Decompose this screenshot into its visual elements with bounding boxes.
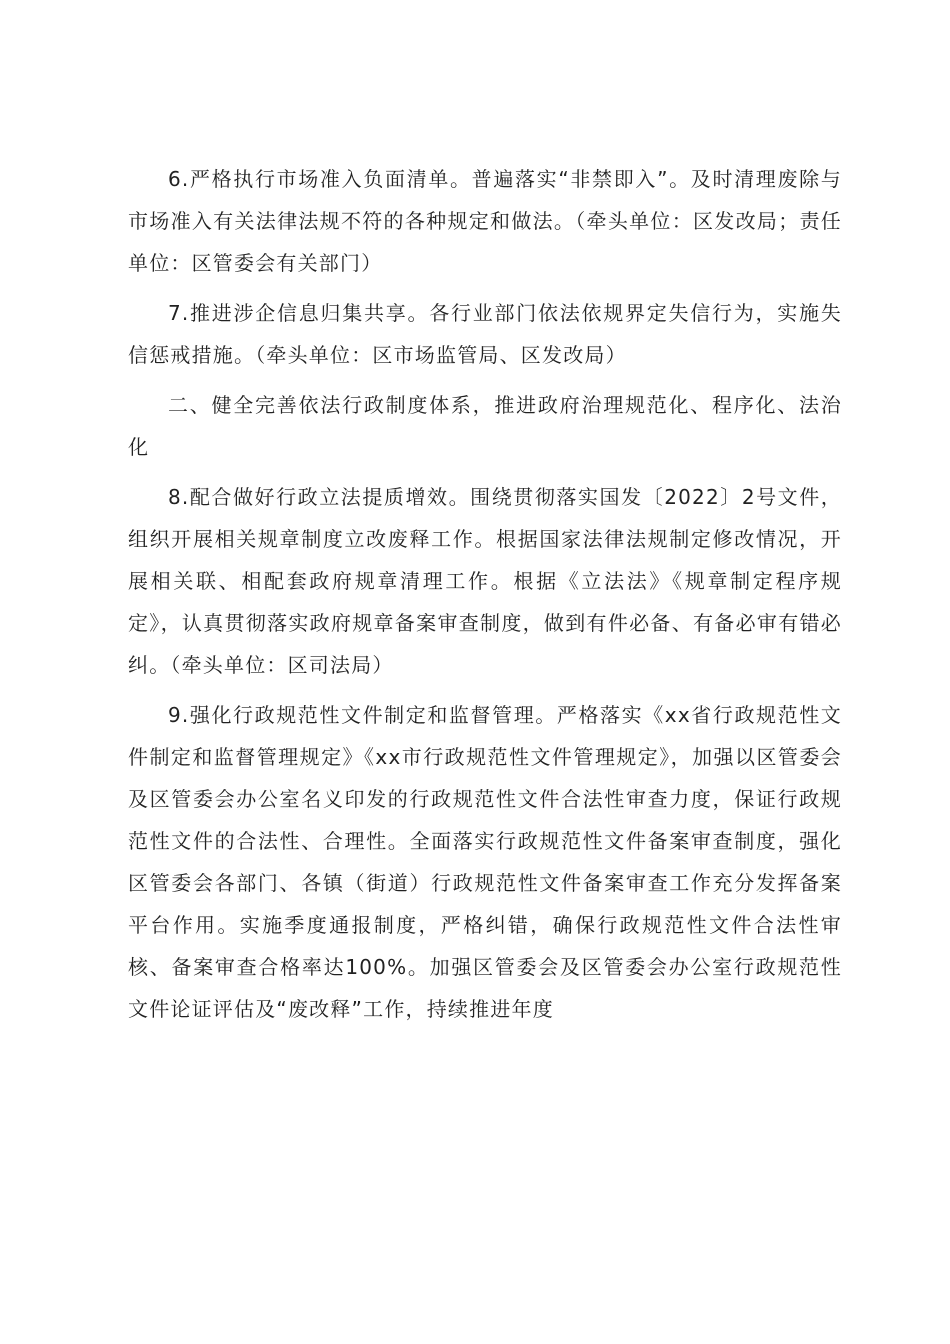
paragraph-item-8: 8.配合做好行政立法提质增效。围绕贯彻落实国发〔2022〕2号文件，组织开展相关规章制度立改废释工作。根据国家法律法规制定修改情况，开展相关联、相配套政府规章清理工作。根据《立法法》《规章制定程序规定》，认真贯彻落实政府规章备案审查制度，做到有件必备、有备必审有错必纠。（牵头单位：区司法局） [128,485,842,677]
paragraph-item-6: 6.严格执行市场准入负面清单。普遍落实“非禁即入”。及时清理废除与市场准入有关法律法规不符的各种规定和做法。（牵头单位：区发改局；责任单位：区管委会有关部门） [128,167,842,275]
section-heading-2: 二、健全完善依法行政制度体系，推进政府治理规范化、程序化、法治化 [128,393,842,459]
document-body [128,158,842,1038]
paragraph-item-9: 9.强化行政规范性文件制定和监督管理。严格落实《xx省行政规范性文件制定和监督管理规定》《xx市行政规范性文件管理规定》，加强以区管委会及区管委会办公室名义印发的行政规范性文件合法性审查力度，保证行政规范性文件的合法性、合理性。全面落实行政规范性文件备案审查制度，强化区管委会各部门、各镇（街道）行政规范性文件备案审查工作充分发挥备案平台作用。实施季度通报制度，严格纠错，确保行政规范性文件合法性审核、备案审查合格率达100%。加强区管委会及区管委会办公室行政规范性文件论证评估及“废改释”工作，持续推进年度 [128,703,842,1021]
paragraph-item-7: 7.推进涉企信息归集共享。各行业部门依法依规界定失信行为，实施失信惩戒措施。（牵头单位：区市场监管局、区发改局） [128,301,842,367]
